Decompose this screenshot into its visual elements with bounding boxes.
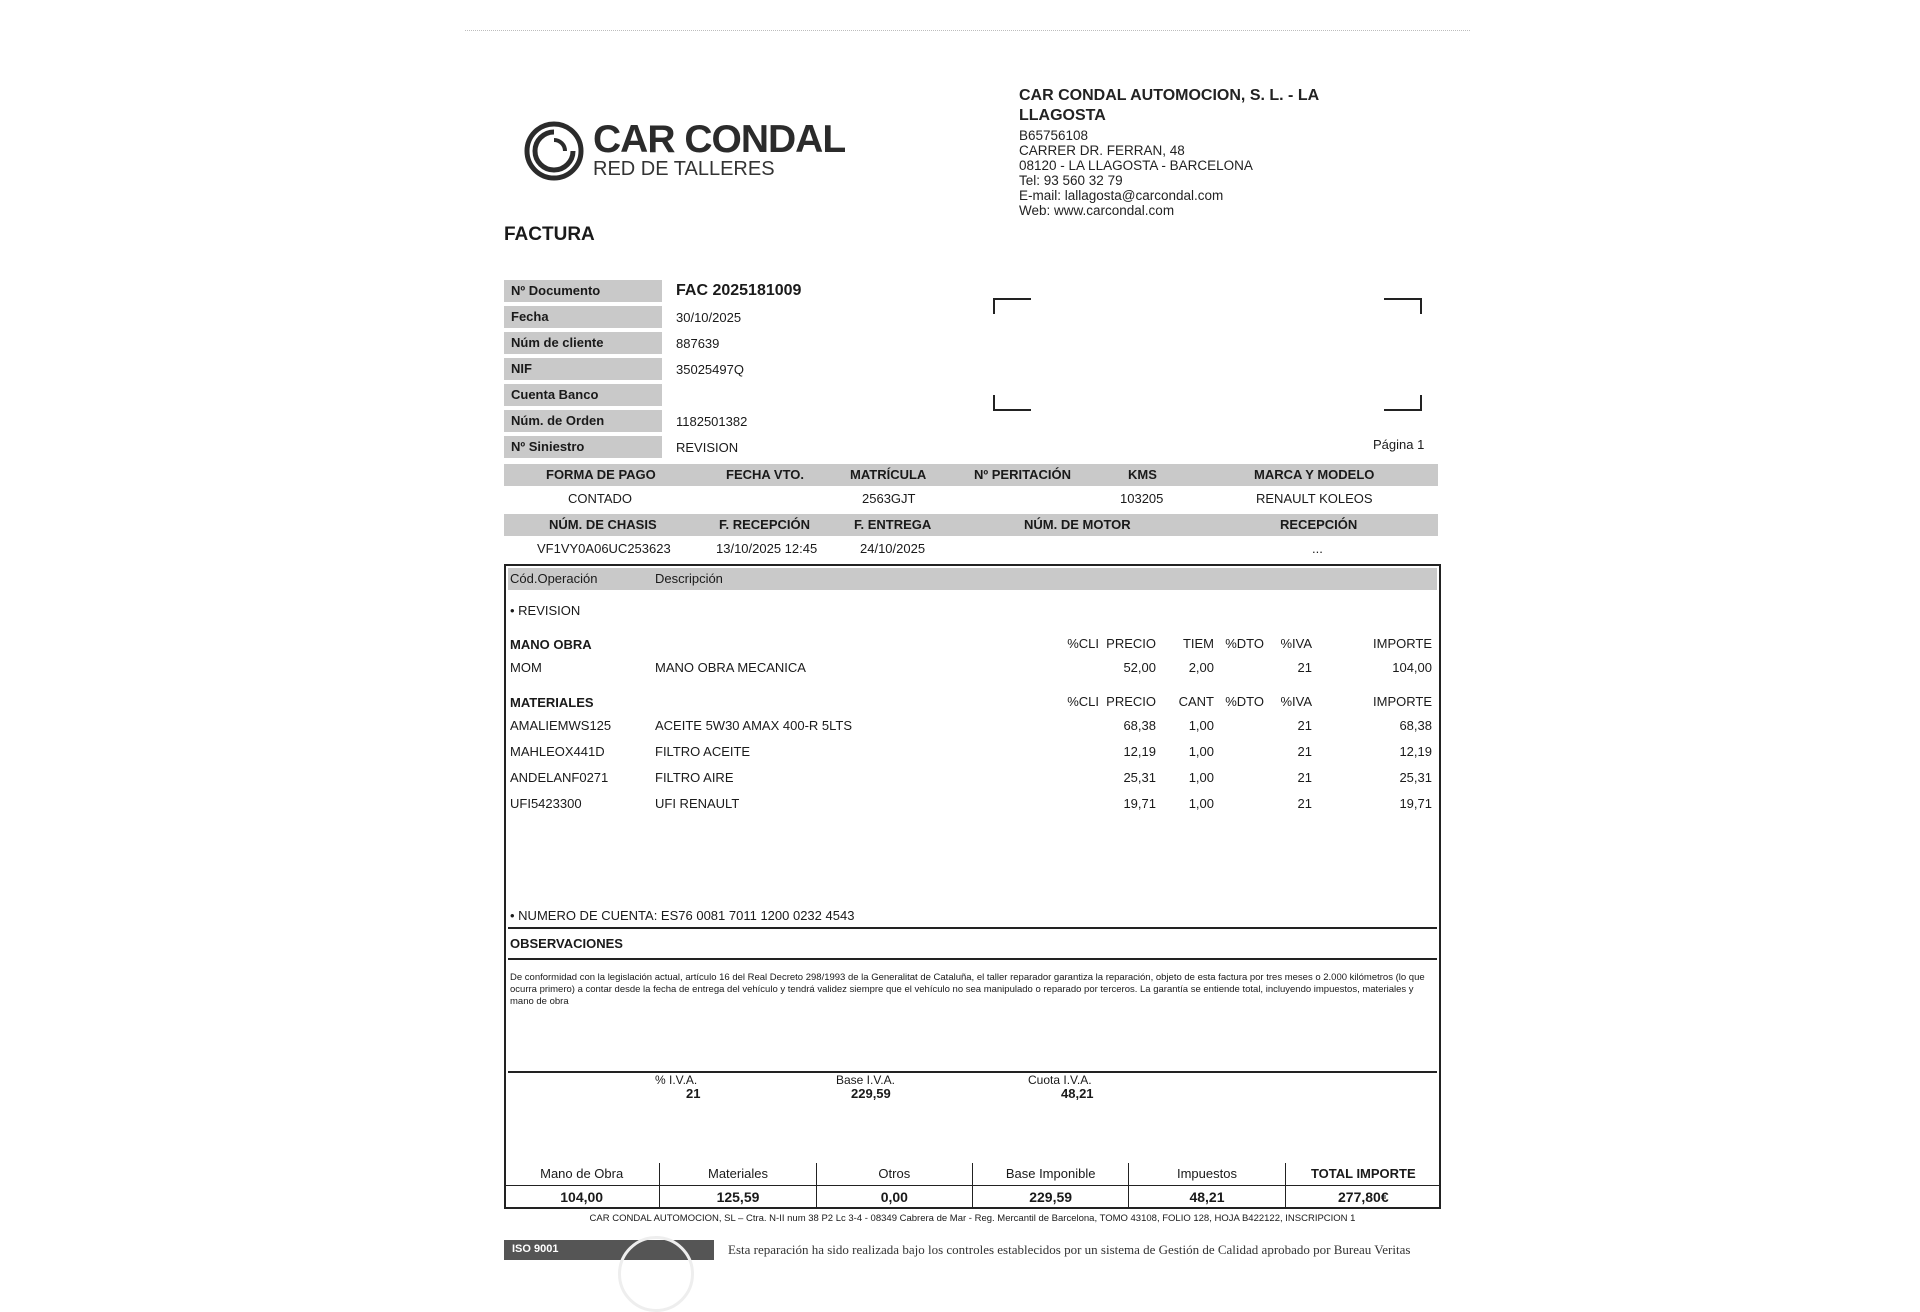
info-row [504,408,801,434]
line-amount: 25,31 [1399,770,1432,785]
divider [508,958,1437,960]
iso-label: ISO 9001 [512,1243,559,1255]
header-label: MARCA Y MODELO [1254,467,1375,482]
line-amount: 19,71 [1399,796,1432,811]
reception-date: 13/10/2025 12:45 [716,541,818,556]
materials-section-title: MATERIALES [510,695,594,710]
address-window-corner [993,298,1031,314]
labor-section-title: MANO OBRA [510,637,592,652]
document-info [504,278,801,460]
header-label: NÚM. DE MOTOR [1024,517,1131,532]
line-code: ANDELANF0271 [510,770,609,785]
legal-footer: CAR CONDAL AUTOMOCION, SL – Ctra. N-II num 38 P2 Lc 3-4 - 08349 Cabrera de Mar - Reg. Mercantil de Barcelona, TOMO 43108, FOLIO 128, HOJA B422122, INSCRIPCION 1 [589,1213,1356,1224]
header-label: MATRÍCULA [850,467,927,482]
line-price: 52,00 [1123,660,1156,675]
line-amount: 12,19 [1399,744,1432,759]
payment-method: CONTADO [568,491,633,506]
info-label: Núm. de Orden [504,410,662,432]
total-label: Impuestos [1129,1163,1284,1186]
total-value: 277,80€ [1338,1189,1389,1205]
col-header: %IVA [1280,636,1312,651]
col-header: TIEM [1182,636,1214,651]
car-condal-logo-icon [523,120,585,182]
total-labor [504,1163,660,1209]
make-model: RENAULT KOLEOS [1256,491,1373,506]
order-number: 1182501382 [676,413,748,429]
col-header: %IVA [1280,694,1312,709]
info-row [504,382,801,408]
line-quantity: 1,00 [1188,718,1214,733]
line-vat: 21 [1297,660,1312,675]
line-vat: 21 [1297,718,1312,733]
company-phone: Tel: 93 560 32 79 [1019,173,1123,188]
col-code-header: Cód.Operación [510,571,598,586]
line-code: AMALIEMWS125 [510,718,612,733]
client-nif: 35025497Q [676,361,744,377]
info-row [504,278,801,304]
line-code: UFI5423300 [510,796,582,811]
line-vat: 21 [1297,744,1312,759]
claim-number: REVISION [676,439,739,455]
invoice-lines-box [504,564,1441,1209]
line-quantity: 1,00 [1188,796,1214,811]
license-plate: 2563GJT [862,491,916,506]
line-quantity: 1,00 [1188,744,1214,759]
total-value: 48,21 [1189,1189,1225,1205]
brand-logo [523,120,845,182]
col-header: IMPORTE [1373,636,1432,651]
header-label: F. RECEPCIÓN [719,517,811,532]
total-value: 0,00 [880,1189,908,1205]
client-number: 887639 [676,335,720,351]
header-label: NÚM. DE CHASIS [549,517,657,532]
observations-title: OBSERVACIONES [510,936,623,951]
total-label: TOTAL IMPORTE [1286,1163,1441,1186]
info-label: Nº Documento [504,280,662,302]
header-label: KMS [1128,467,1157,482]
address-window-corner [1384,298,1422,314]
line-price: 68,38 [1123,718,1156,733]
lines-header-bar [508,568,1437,590]
reception: ... [1312,541,1323,556]
line-code: MAHLEOX441D [510,744,605,759]
company-cif: B65756108 [1019,128,1089,143]
vat-base-label: Base I.V.A. [836,1073,895,1087]
total-others [817,1163,973,1209]
header-label: F. ENTREGA [854,517,932,532]
address-window-corner [993,395,1031,411]
line-amount: 68,38 [1399,718,1432,733]
address-window-corner [1384,395,1422,411]
total-value: 125,59 [716,1189,760,1205]
line-description: ACEITE 5W30 AMAX 400-R 5LTS [655,718,852,733]
total-label: Mano de Obra [504,1163,659,1186]
info-row [504,356,801,382]
divider [508,927,1437,929]
delivery-date: 24/10/2025 [860,541,926,556]
document-number: FAC 2025181009 [676,282,802,299]
line-price: 12,19 [1123,744,1156,759]
col-header: IMPORTE [1373,694,1432,709]
col-header: %CLI [1067,694,1099,709]
company-address: CARRER DR. FERRAN, 48 [1019,143,1185,158]
col-header: PRECIO [1106,694,1156,709]
total-amount [1286,1163,1441,1209]
line-vat: 21 [1297,796,1312,811]
vat-base: 229,59 [851,1086,891,1101]
page-number: Página 1 [1373,437,1425,452]
info-label: Nº Siniestro [504,436,662,458]
total-value: 104,00 [560,1189,604,1205]
document-date: 30/10/2025 [676,309,742,325]
divider [508,1071,1437,1073]
line-vat: 21 [1297,770,1312,785]
line-description: MANO OBRA MECANICA [655,660,806,675]
header-label: FORMA DE PAGO [546,467,656,482]
vat-pct-label: % I.V.A. [655,1073,698,1087]
info-row [504,434,801,460]
vat-pct: 21 [686,1086,701,1101]
header-label: RECEPCIÓN [1280,517,1358,532]
info-label: Núm de cliente [504,332,662,354]
vat-quota-label: Cuota I.V.A. [1028,1073,1092,1087]
document-title: FACTURA [504,224,595,245]
line-description: FILTRO ACEITE [655,744,751,759]
info-label: NIF [504,358,662,380]
total-label: Otros [817,1163,972,1186]
vat-quota: 48,21 [1061,1086,1094,1101]
quality-note: Esta reparación ha sido realizada bajo los controles establecidos por un sistema de Gestión de Calidad aprobado por Bureau Veritas [728,1242,1411,1257]
line-quantity: 2,00 [1188,660,1214,675]
kilometers: 103205 [1120,491,1164,506]
operation-title: • REVISION [510,603,581,618]
col-header: %DTO [1225,694,1264,709]
header-label: Nº PERITACIÓN [974,467,1071,482]
company-name: CAR CONDAL AUTOMOCION, S. L. - LA LLAGOSTA [1019,87,1319,124]
total-materials [660,1163,816,1209]
header-label: FECHA VTO. [726,467,805,482]
vehicle-header-bar-2 [504,514,1438,536]
line-code: MOM [510,660,542,675]
total-value: 229,59 [1029,1189,1073,1205]
line-quantity: 1,00 [1188,770,1214,785]
brand-name: CAR CONDAL [593,118,846,161]
col-header: CANT [1178,694,1214,709]
bureau-veritas-seal-icon [618,1236,694,1312]
company-web: Web: www.carcondal.com [1019,203,1175,218]
line-price: 25,31 [1123,770,1156,785]
total-taxes [1129,1163,1285,1209]
col-header: %CLI [1067,636,1099,651]
company-email: E-mail: lallagosta@carcondal.com [1019,188,1224,203]
info-row [504,304,801,330]
line-description: FILTRO AIRE [655,770,734,785]
info-label: Cuenta Banco [504,384,662,406]
account-note: • NUMERO DE CUENTA: ES76 0081 7011 1200 0232 4543 [510,908,855,923]
observations-text: De conformidad con la legislación actual, artículo 16 del Real Decreto 298/1993 de la Generalitat de Cataluña, el taller reparador garantiza la reparación, objeto de esta factura por tres meses o 2.000 kilómetros (lo que ocurra primero) a contar desde la fecha de entrega del vehículo y tendrá validez siempre que el vehículo no sea manipulado o reparado por terceros. La garantía se entiende total, incluyendo impuestos, materiales y mano de obra [510,972,1425,1007]
col-header: PRECIO [1106,636,1156,651]
company-city: 08120 - LA LLAGOSTA - BARCELONA [1019,158,1253,173]
col-header: %DTO [1225,636,1264,651]
totals-table [504,1163,1441,1209]
total-label: Base Imponible [973,1163,1128,1186]
vehicle-header-bar [504,464,1438,486]
chassis-number: VF1VY0A06UC253623 [537,541,671,556]
info-label: Fecha [504,306,662,328]
brand-tagline: RED DE TALLERES [593,158,775,180]
line-price: 19,71 [1123,796,1156,811]
total-label: Materiales [660,1163,815,1186]
total-taxable-base [973,1163,1129,1209]
line-amount: 104,00 [1392,660,1432,675]
col-desc-header: Descripción [655,571,723,586]
line-description: UFI RENAULT [655,796,740,811]
info-row [504,330,801,356]
company-info [1019,86,1379,218]
